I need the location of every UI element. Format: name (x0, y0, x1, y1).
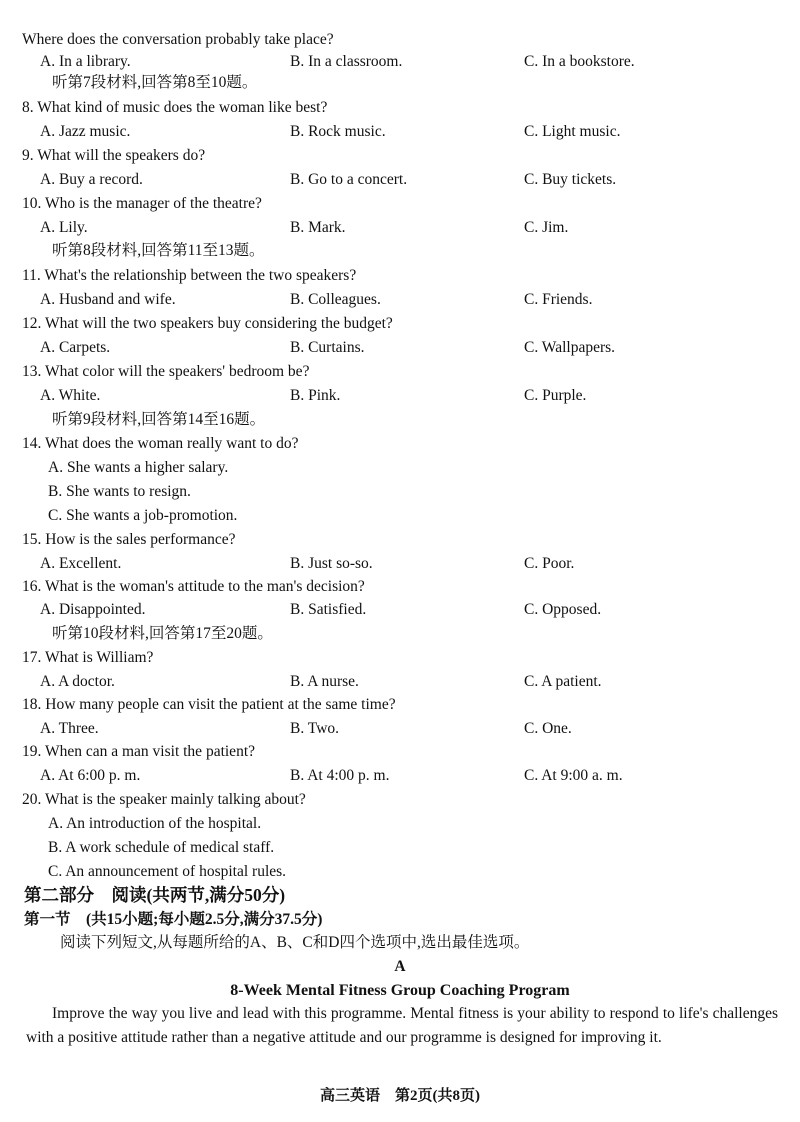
section-title: 第一节 (共15小题;每小题2.5分,满分37.5分) (24, 911, 323, 928)
option-c: C. Poor. (524, 555, 575, 572)
option-a: A. Carpets. (40, 339, 111, 356)
question-stem: Where does the conversation probably take place? (22, 31, 334, 48)
option-b: B. Mark. (290, 219, 346, 236)
question-stem: 13. What color will the speakers' bedroom be? (22, 363, 310, 380)
option-b: B. Go to a concert. (290, 171, 408, 188)
page-footer: 高三英语 第2页(共8页) (320, 1088, 480, 1104)
option-c: C. Buy tickets. (524, 171, 617, 188)
option-b: B. Pink. (290, 387, 341, 404)
option-a: A. Jazz music. (40, 123, 131, 140)
option-a: A. Excellent. (40, 555, 122, 572)
part-title: 第二部分 阅读(共两节,满分50分) (24, 885, 286, 905)
option-c: C. Opposed. (524, 601, 602, 618)
option-c: C. Light music. (524, 123, 621, 140)
question-stem: 8. What kind of music does the woman like best? (22, 99, 328, 116)
option-a: A. She wants a higher salary. (48, 459, 229, 476)
option-c: C. Wallpapers. (524, 339, 616, 356)
option-b: B. At 4:00 p. m. (290, 767, 390, 784)
option-b: B. Curtains. (290, 339, 365, 356)
question-stem: 9. What will the speakers do? (22, 147, 206, 164)
option-a: A. In a library. (40, 53, 131, 70)
listening-note: 听第8段材料,回答第11至13题。 (52, 242, 265, 259)
option-b: B. She wants to resign. (48, 483, 191, 500)
listening-note: 听第10段材料,回答第17至20题。 (52, 625, 273, 642)
option-a: A. White. (40, 387, 101, 404)
option-c: C. Jim. (524, 219, 569, 236)
instruction: 阅读下列短文,从每题所给的A、B、C和D四个选项中,选出最佳选项。 (60, 934, 530, 951)
question-stem: 14. What does the woman really want to do? (22, 435, 299, 452)
question-stem: 10. Who is the manager of the theatre? (22, 195, 262, 212)
option-b: B. A work schedule of medical staff. (48, 839, 275, 856)
question-stem: 11. What's the relationship between the two speakers? (22, 267, 357, 284)
option-c: C. Purple. (524, 387, 587, 404)
option-c: C. At 9:00 a. m. (524, 767, 623, 784)
option-a: A. Lily. (40, 219, 88, 236)
option-a: A. Husband and wife. (40, 291, 176, 308)
option-a: A. At 6:00 p. m. (40, 767, 141, 784)
passage-paragraph: Improve the way you live and lead with this programme. Mental fitness is your ability to respond to life's challenges with a positive attitude rather than a negative attitude and our programme is designed for improving it. (26, 1005, 778, 1046)
option-c: C. Friends. (524, 291, 593, 308)
listening-note: 听第9段材料,回答第14至16题。 (52, 411, 266, 428)
option-c: C. An announcement of hospital rules. (48, 863, 287, 880)
question-stem: 17. What is William? (22, 649, 154, 666)
option-b: B. Just so-so. (290, 555, 373, 572)
option-b: B. Colleagues. (290, 291, 381, 308)
option-b: B. Rock music. (290, 123, 386, 140)
option-b: B. A nurse. (290, 673, 359, 690)
question-stem: 18. How many people can visit the patient at the same time? (22, 696, 396, 713)
option-a: A. A doctor. (40, 673, 115, 690)
option-c: C. She wants a job-promotion. (48, 507, 238, 524)
option-c: C. In a bookstore. (524, 53, 635, 70)
option-b: B. Two. (290, 720, 340, 737)
option-b: B. Satisfied. (290, 601, 367, 618)
question-stem: 12. What will the two speakers buy considering the budget? (22, 315, 393, 332)
question-stem: 19. When can a man visit the patient? (22, 743, 255, 760)
question-stem: 16. What is the woman's attitude to the man's decision? (22, 578, 365, 595)
question-stem: 15. How is the sales performance? (22, 531, 236, 548)
option-a: A. An introduction of the hospital. (48, 815, 262, 832)
option-a: A. Three. (40, 720, 99, 737)
option-a: A. Disappointed. (40, 601, 146, 618)
option-b: B. In a classroom. (290, 53, 403, 70)
option-a: A. Buy a record. (40, 171, 143, 188)
passage-title: 8-Week Mental Fitness Group Coaching Program (230, 982, 570, 999)
option-c: C. One. (524, 720, 572, 737)
listening-note: 听第7段材料,回答第8至10题。 (52, 74, 258, 91)
passage-letter: A (394, 958, 406, 975)
option-c: C. A patient. (524, 673, 602, 690)
question-stem: 20. What is the speaker mainly talking about? (22, 791, 306, 808)
